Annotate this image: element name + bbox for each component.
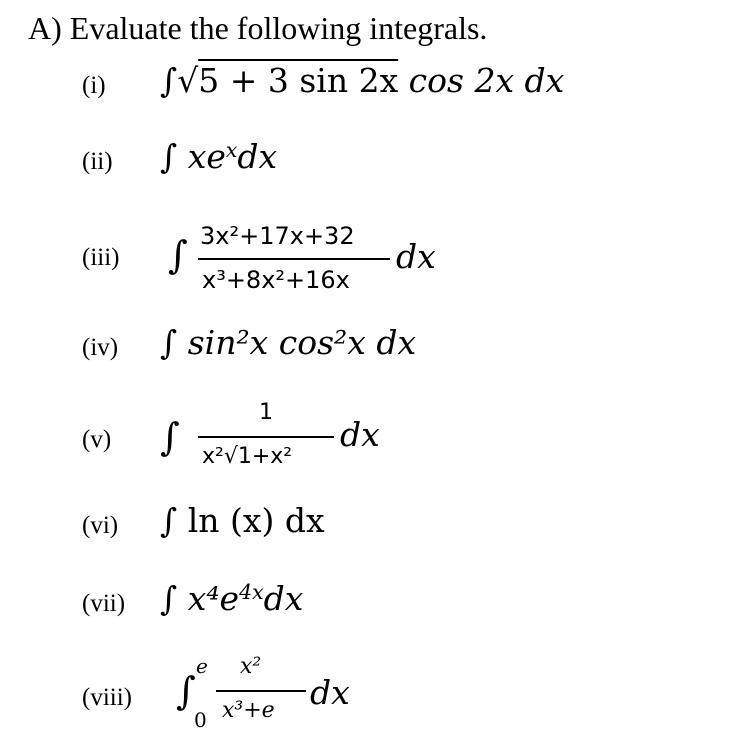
denominator-3: x³+8x²+16x [202, 266, 350, 294]
integral-expression-4 [160, 323, 417, 362]
integrand-4: sin²x cos²x dx [187, 323, 417, 362]
integral-expression-1 [160, 61, 565, 100]
section-heading: A) Evaluate the following integrals. [28, 10, 488, 46]
radicand-1: 5 + 3 sin 2x [198, 61, 399, 100]
fraction-bar-5 [198, 436, 334, 438]
integral-sign-3: ∫ [168, 233, 188, 277]
integral-expression-2 [160, 137, 278, 176]
fraction-bar-8 [216, 690, 306, 692]
integral-sign-4: ∫ [160, 323, 178, 362]
integral-rest-1: cos 2x dx [398, 61, 565, 100]
numerator-5: 1 [259, 400, 273, 425]
integral-expression-6 [160, 501, 325, 540]
item-label-7: (vii) [82, 590, 126, 617]
integral-expression-7 [160, 579, 304, 618]
integral-sign-7: ∫ [160, 579, 178, 618]
integrand-base-2: xe [187, 137, 226, 176]
item-label-2: (ii) [82, 148, 113, 175]
exponent-2: x [225, 137, 238, 162]
item-label-4: (iv) [82, 334, 119, 361]
integral-sign-6: ∫ [160, 501, 178, 540]
differential-3: dx [396, 237, 436, 276]
differential-7: dx [263, 579, 304, 618]
item-label-1: (i) [82, 72, 106, 99]
differential-5: dx [340, 415, 380, 454]
item-label-6: (vi) [82, 512, 119, 539]
numerator-8: x² [240, 654, 262, 679]
numerator-3: 3x²+17x+32 [200, 222, 355, 250]
upper-limit-8: e [196, 654, 208, 678]
integral-sign-8: ∫ [176, 669, 196, 713]
item-label-8: (viii) [82, 684, 132, 711]
sqrt-sign-1: √ [177, 61, 199, 100]
item-label-3: (iii) [82, 244, 120, 271]
item-label-5: (v) [82, 426, 112, 453]
exponent-7: 4x [239, 579, 264, 604]
denominator-8: x³+e [222, 698, 275, 723]
lower-limit-8: 0 [194, 708, 207, 732]
integral-sign-2: ∫ [160, 137, 178, 176]
integrand-base-7: x⁴e [187, 579, 240, 618]
integral-sign-1: ∫ [160, 61, 178, 100]
integral-sign-5: ∫ [160, 415, 180, 459]
denominator-5: x²√1+x² [202, 444, 293, 469]
integrand-6: ln (x) dx [187, 501, 325, 540]
differential-2: dx [237, 137, 278, 176]
differential-8: dx [310, 673, 350, 712]
fraction-bar-3 [198, 258, 390, 260]
